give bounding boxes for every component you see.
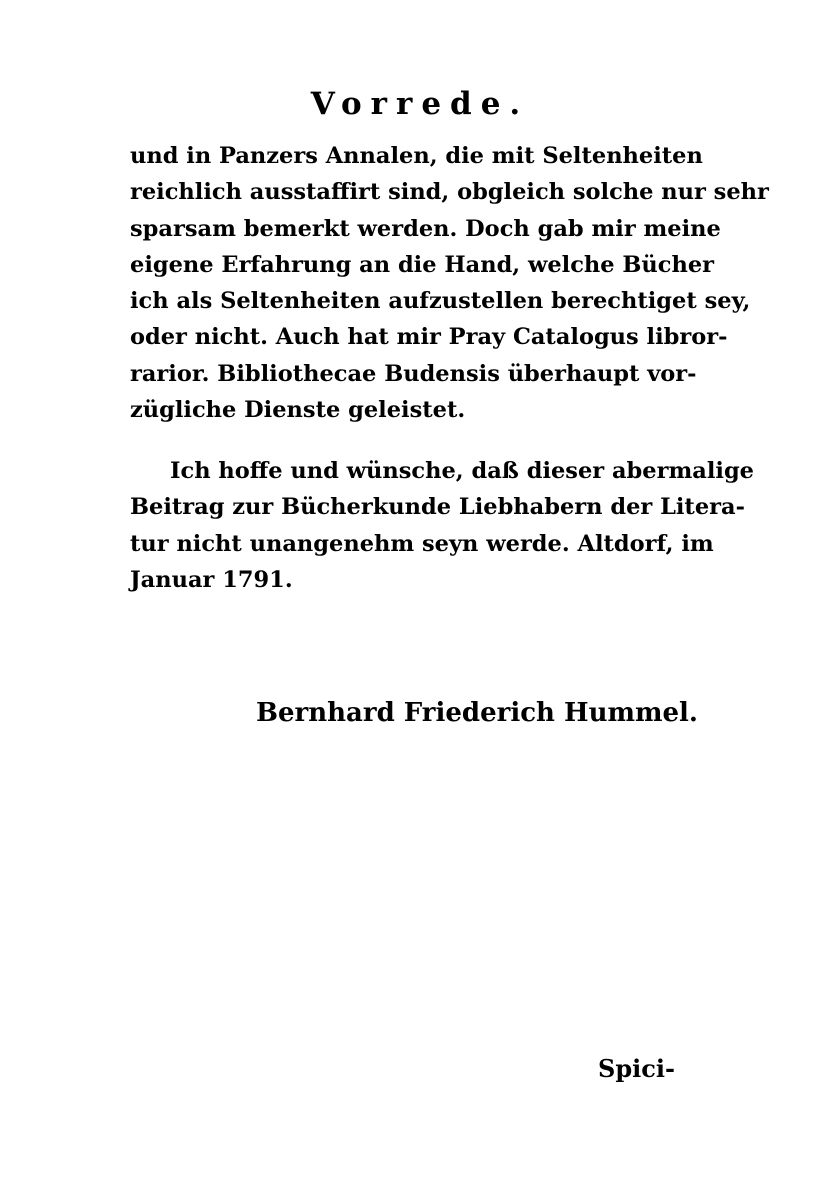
text-line: ich als Seltenheiten aufzustellen berechtiget sey, [130, 288, 751, 315]
preface-paragraph-1 [130, 138, 769, 428]
page-header-title: Vorrede. [310, 86, 530, 122]
text-line: Beitrag zur Bücherkunde Liebhabern der Litera- [130, 494, 745, 521]
text-line: Januar 1791. [130, 566, 293, 593]
text-line: zügliche Dienste geleistet. [130, 397, 466, 424]
text-line: und in Panzers Annalen, die mit Seltenheiten [130, 143, 703, 169]
author-signature: Bernhard Friederich Hummel. [256, 698, 698, 728]
preface-paragraph-2 [130, 453, 754, 598]
text-line: eigene Erfahrung an die Hand, welche Bücher [130, 251, 715, 278]
text-line: sparsam bemerkt werden. Doch gab mir meine [130, 215, 721, 242]
text-line: Ich hoffe und wünsche, daß dieser abermalige [170, 458, 754, 484]
text-line: oder nicht. Auch hat mir Pray Catalogus libror- [130, 324, 728, 351]
catchword: Spici- [598, 1054, 675, 1083]
text-line: rarior. Bibliothecae Budensis überhaupt vor- [130, 360, 697, 387]
text-line: reichlich ausstaffirt sind, obgleich solche nur sehr [130, 179, 769, 206]
text-line: tur nicht unangenehm seyn werde. Altdorf, im [130, 530, 714, 557]
